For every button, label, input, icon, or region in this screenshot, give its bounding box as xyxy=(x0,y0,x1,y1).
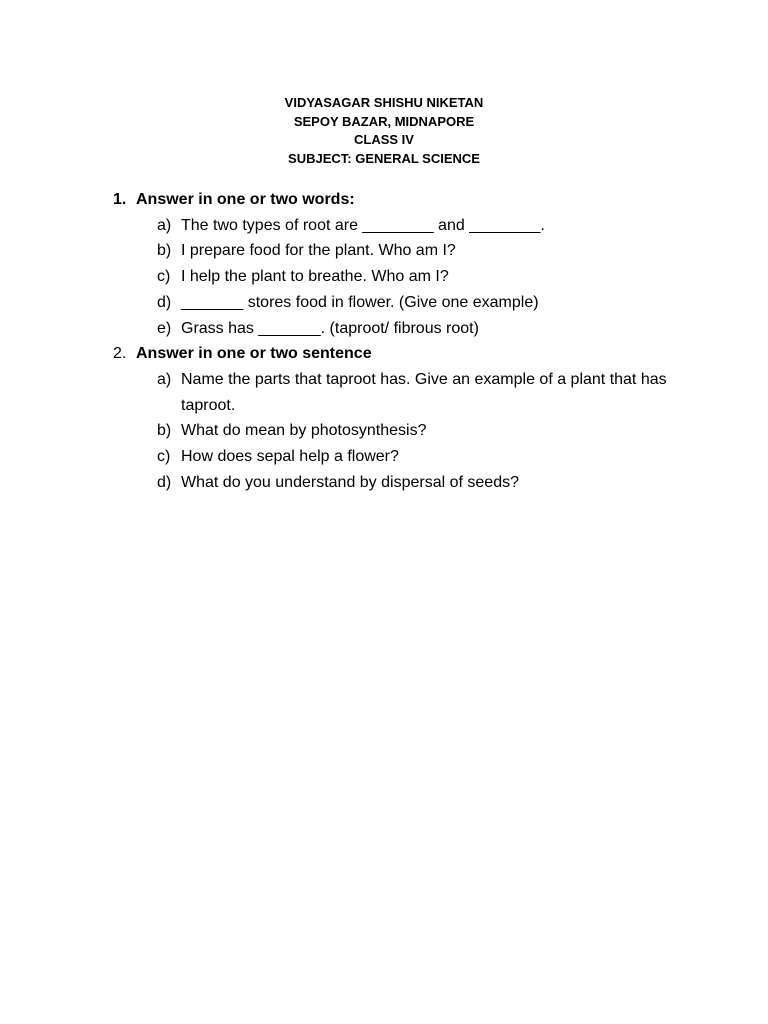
item-letter: e) xyxy=(157,319,172,337)
item-text: I help the plant to breathe. Who am I? xyxy=(181,268,449,286)
question-item xyxy=(0,367,768,418)
item-letter: b) xyxy=(157,422,172,440)
item-letter: a) xyxy=(157,216,172,234)
question-section-2 xyxy=(0,341,768,495)
item-letter: d) xyxy=(157,473,172,491)
section-title: Answer in one or two sentence xyxy=(136,345,372,363)
item-text: Grass has _______. (taproot/ fibrous root) xyxy=(181,319,479,337)
item-text: What do mean by photosynthesis? xyxy=(181,422,427,440)
item-text: What do you understand by dispersal of seeds? xyxy=(181,473,519,491)
item-text: _______ stores food in flower. (Give one example) xyxy=(181,293,539,311)
question-item xyxy=(0,213,768,239)
item-letter: d) xyxy=(157,293,172,311)
school-address: SEPOY BAZAR, MIDNAPORE xyxy=(293,113,475,129)
question-item xyxy=(0,470,768,496)
section-title: Answer in one or two words: xyxy=(136,191,355,208)
item-letter: c) xyxy=(157,448,171,466)
item-letter: c) xyxy=(157,268,171,286)
section-number: 1. xyxy=(113,191,127,208)
item-text: The two types of root are ________ and ________. xyxy=(181,216,545,234)
section-heading xyxy=(0,187,768,213)
item-letter: b) xyxy=(157,242,172,260)
class-label: CLASS IV xyxy=(354,132,414,147)
question-item xyxy=(0,444,768,470)
question-list xyxy=(0,187,768,495)
section-heading xyxy=(0,341,768,367)
question-item xyxy=(0,264,768,290)
question-item xyxy=(0,290,768,316)
worksheet-header xyxy=(0,94,768,168)
section-number: 2. xyxy=(113,345,127,363)
school-name: VIDYASAGAR SHISHU NIKETAN xyxy=(284,95,484,110)
item-text: I prepare food for the plant. Who am I? xyxy=(181,242,456,260)
question-item xyxy=(0,418,768,444)
question-item xyxy=(0,238,768,264)
item-letter: a) xyxy=(157,370,172,388)
question-item xyxy=(0,316,768,342)
question-section-1 xyxy=(0,187,768,341)
item-text: How does sepal help a flower? xyxy=(181,448,399,466)
item-text: Name the parts that taproot has. Give an example of a plant that has taproot. xyxy=(181,370,667,414)
subject-label: SUBJECT: GENERAL SCIENCE xyxy=(288,150,480,166)
